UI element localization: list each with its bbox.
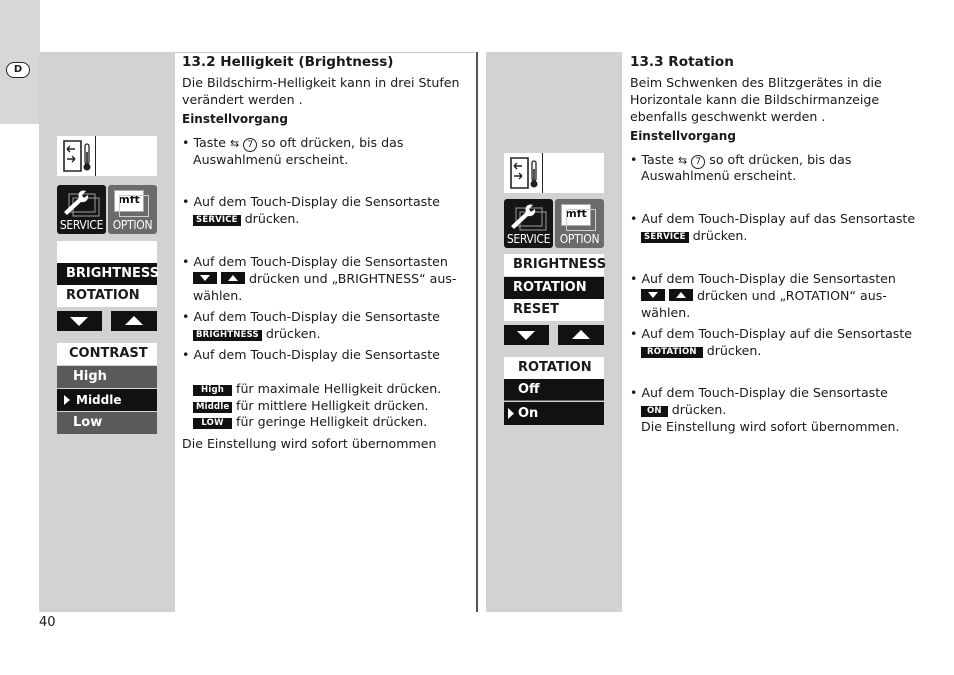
chevron-down-icon [70, 317, 88, 326]
menu-item-rotation[interactable]: ROTATION [57, 285, 157, 307]
step-text: drücken und „ROTATION“ aus- [697, 288, 887, 303]
subheading-procedure: Einstellvorgang [630, 129, 736, 143]
step-3: • Auf dem Touch-Display die Sensortasten [630, 271, 896, 286]
up-key-icon [221, 272, 245, 284]
step-text: Auf dem Touch-Display die Sensortaste [193, 347, 440, 362]
service-key-badge: SERVICE [641, 232, 689, 243]
step-5-cont [641, 401, 726, 418]
step-text: drücken. [671, 402, 727, 417]
intro-line-2: verändert werden . [182, 92, 303, 107]
menu-item-brightness[interactable]: BRIGHTNESS [57, 263, 157, 285]
menu-spacer [57, 241, 157, 263]
menu-item-brightness-2[interactable]: BRIGHTNESS [504, 254, 604, 276]
option-high-line [193, 380, 441, 397]
middle-key-badge: Middle [193, 402, 232, 413]
step-3: • Auf dem Touch-Display die Sensortasten [182, 254, 448, 269]
section-heading-rotation: 13.3 Rotation [630, 54, 734, 70]
low-key-badge: LOW [193, 418, 232, 429]
closing-text: Die Einstellung wird sofort übernommen. [641, 419, 900, 434]
on-key-badge: ON [641, 406, 668, 417]
bullet: • [182, 135, 194, 150]
option-high[interactable]: High [57, 366, 157, 388]
step-2-cont [193, 210, 299, 227]
step-text: Auf dem Touch-Display die Sensortaste [193, 194, 440, 209]
option-text: für maximale Helligkeit drücken. [236, 381, 442, 396]
display-screen-settings [57, 136, 157, 176]
option-caption: OPTION [559, 232, 600, 246]
step-3-cont [193, 270, 456, 287]
column-divider [476, 52, 478, 612]
menu-item-reset[interactable]: RESET [504, 299, 604, 321]
option-low[interactable]: Low [57, 412, 157, 434]
wrench-icon [61, 188, 101, 218]
step-text: Taste [641, 152, 675, 167]
contrast-title: CONTRAST [57, 343, 157, 365]
step-2: • Auf dem Touch-Display auf das Sensortaste [630, 211, 916, 226]
screen-divider [542, 153, 543, 193]
chevron-up-icon [125, 316, 143, 325]
option-on-label: On [518, 406, 539, 421]
bullet: • [630, 152, 642, 167]
key-number: 7 [691, 155, 705, 169]
intro-line-1: Die Bildschirm-Helligkeit kann in drei Stufen [182, 75, 460, 90]
language-badge: D [6, 62, 30, 78]
closing-text: Die Einstellung wird sofort übernommen [182, 436, 437, 451]
step-1 [182, 134, 403, 152]
option-frame [119, 195, 149, 217]
display-screen-settings-2 [504, 153, 604, 193]
step-text: drücken. [244, 211, 300, 226]
option-caption: OPTION [112, 218, 153, 232]
step-3-cont-2: wählen. [641, 305, 691, 320]
arrow-down-button[interactable] [57, 311, 102, 331]
option-tile-2[interactable] [555, 199, 604, 248]
service-tile-2[interactable] [504, 199, 553, 248]
key-number: 7 [243, 138, 257, 152]
option-off[interactable]: Off [504, 379, 604, 401]
chevron-up-icon [572, 330, 590, 339]
option-frame [566, 209, 596, 231]
step-4-cont [641, 342, 761, 359]
subheading-procedure: Einstellvorgang [182, 112, 288, 126]
step-2-cont [641, 227, 747, 244]
step-4: • Auf dem Touch-Display auf die Sensortaste [630, 326, 913, 341]
screen-divider [95, 136, 96, 176]
step-4: • Auf dem Touch-Display die Sensortaste [182, 309, 440, 324]
intro-line-2: Horizontale kann die Bildschirmanzeige [630, 92, 880, 107]
high-key-badge: High [193, 385, 232, 396]
option-on[interactable] [504, 402, 604, 425]
page-number: 40 [39, 615, 56, 630]
wrench-icon [508, 202, 548, 232]
step-3-cont [641, 287, 887, 304]
service-caption: SERVICE [59, 218, 104, 232]
step-4-cont [193, 325, 321, 342]
down-key-icon [193, 272, 217, 284]
option-low-line [193, 413, 427, 430]
step-text: so oft drücken, bis das [709, 152, 852, 167]
step-1-cont: Auswahlmenü erscheint. [193, 152, 349, 167]
section-heading-brightness: 13.2 Helligkeit (Brightness) [182, 54, 394, 70]
swap-arrows-icon: ⇆ [230, 137, 240, 150]
service-key-badge: SERVICE [193, 215, 241, 226]
intro-line-3: ebenfalls geschwenkt werden . [630, 109, 826, 124]
flash-settings-icon [508, 155, 542, 191]
step-text: Auf dem Touch-Display die Sensortasten [641, 271, 896, 286]
step-2: • Auf dem Touch-Display die Sensortaste [182, 194, 440, 209]
option-text: für geringe Helligkeit drücken. [236, 414, 428, 429]
option-middle-line [193, 397, 429, 414]
step-text: so oft drücken, bis das [261, 135, 404, 150]
step-1-cont: Auswahlmenü erscheint. [641, 168, 797, 183]
step-3-cont-2: wählen. [193, 288, 243, 303]
step-text: Taste [193, 135, 227, 150]
mft-logo: mft [561, 204, 591, 226]
step-5: • Auf dem Touch-Display die Sensortaste [630, 385, 888, 400]
brightness-key-badge: BRIGHTNESS [193, 330, 262, 341]
mft-logo: mft [114, 190, 144, 212]
arrow-up-button[interactable] [111, 311, 157, 331]
step-text: Auf dem Touch-Display auf die Sensortaste [641, 326, 913, 341]
swap-arrows-icon: ⇆ [678, 154, 688, 167]
option-tile[interactable] [108, 185, 157, 234]
option-middle-label: Middle [76, 393, 122, 407]
step-text: Auf dem Touch-Display die Sensortaste [193, 309, 440, 324]
step-5: • Auf dem Touch-Display die Sensortaste [182, 347, 440, 362]
flash-settings-icon [61, 138, 95, 174]
step-text: drücken. [692, 228, 748, 243]
arrow-down-button-2[interactable] [504, 325, 549, 345]
rotation-title: ROTATION [504, 357, 604, 379]
service-caption: SERVICE [506, 232, 551, 246]
option-text: für mittlere Helligkeit drücken. [236, 398, 429, 413]
step-text: drücken und „BRIGHTNESS“ aus- [249, 271, 457, 286]
arrow-up-button-2[interactable] [558, 325, 604, 345]
rotation-key-badge: ROTATION [641, 347, 703, 358]
step-text: drücken. [265, 326, 321, 341]
service-tile[interactable] [57, 185, 106, 234]
up-key-icon [669, 289, 693, 301]
step-text: Auf dem Touch-Display auf das Sensortaste [641, 211, 916, 226]
step-text: Auf dem Touch-Display die Sensortasten [193, 254, 448, 269]
down-key-icon [641, 289, 665, 301]
chevron-down-icon [517, 331, 535, 340]
step-text: Auf dem Touch-Display die Sensortaste [641, 385, 888, 400]
intro-line-1: Beim Schwenken des Blitzgerätes in die [630, 75, 882, 90]
option-middle[interactable] [57, 389, 157, 411]
menu-item-rotation-2[interactable]: ROTATION [504, 277, 604, 299]
step-text: drücken. [706, 343, 762, 358]
top-rule [175, 52, 475, 53]
